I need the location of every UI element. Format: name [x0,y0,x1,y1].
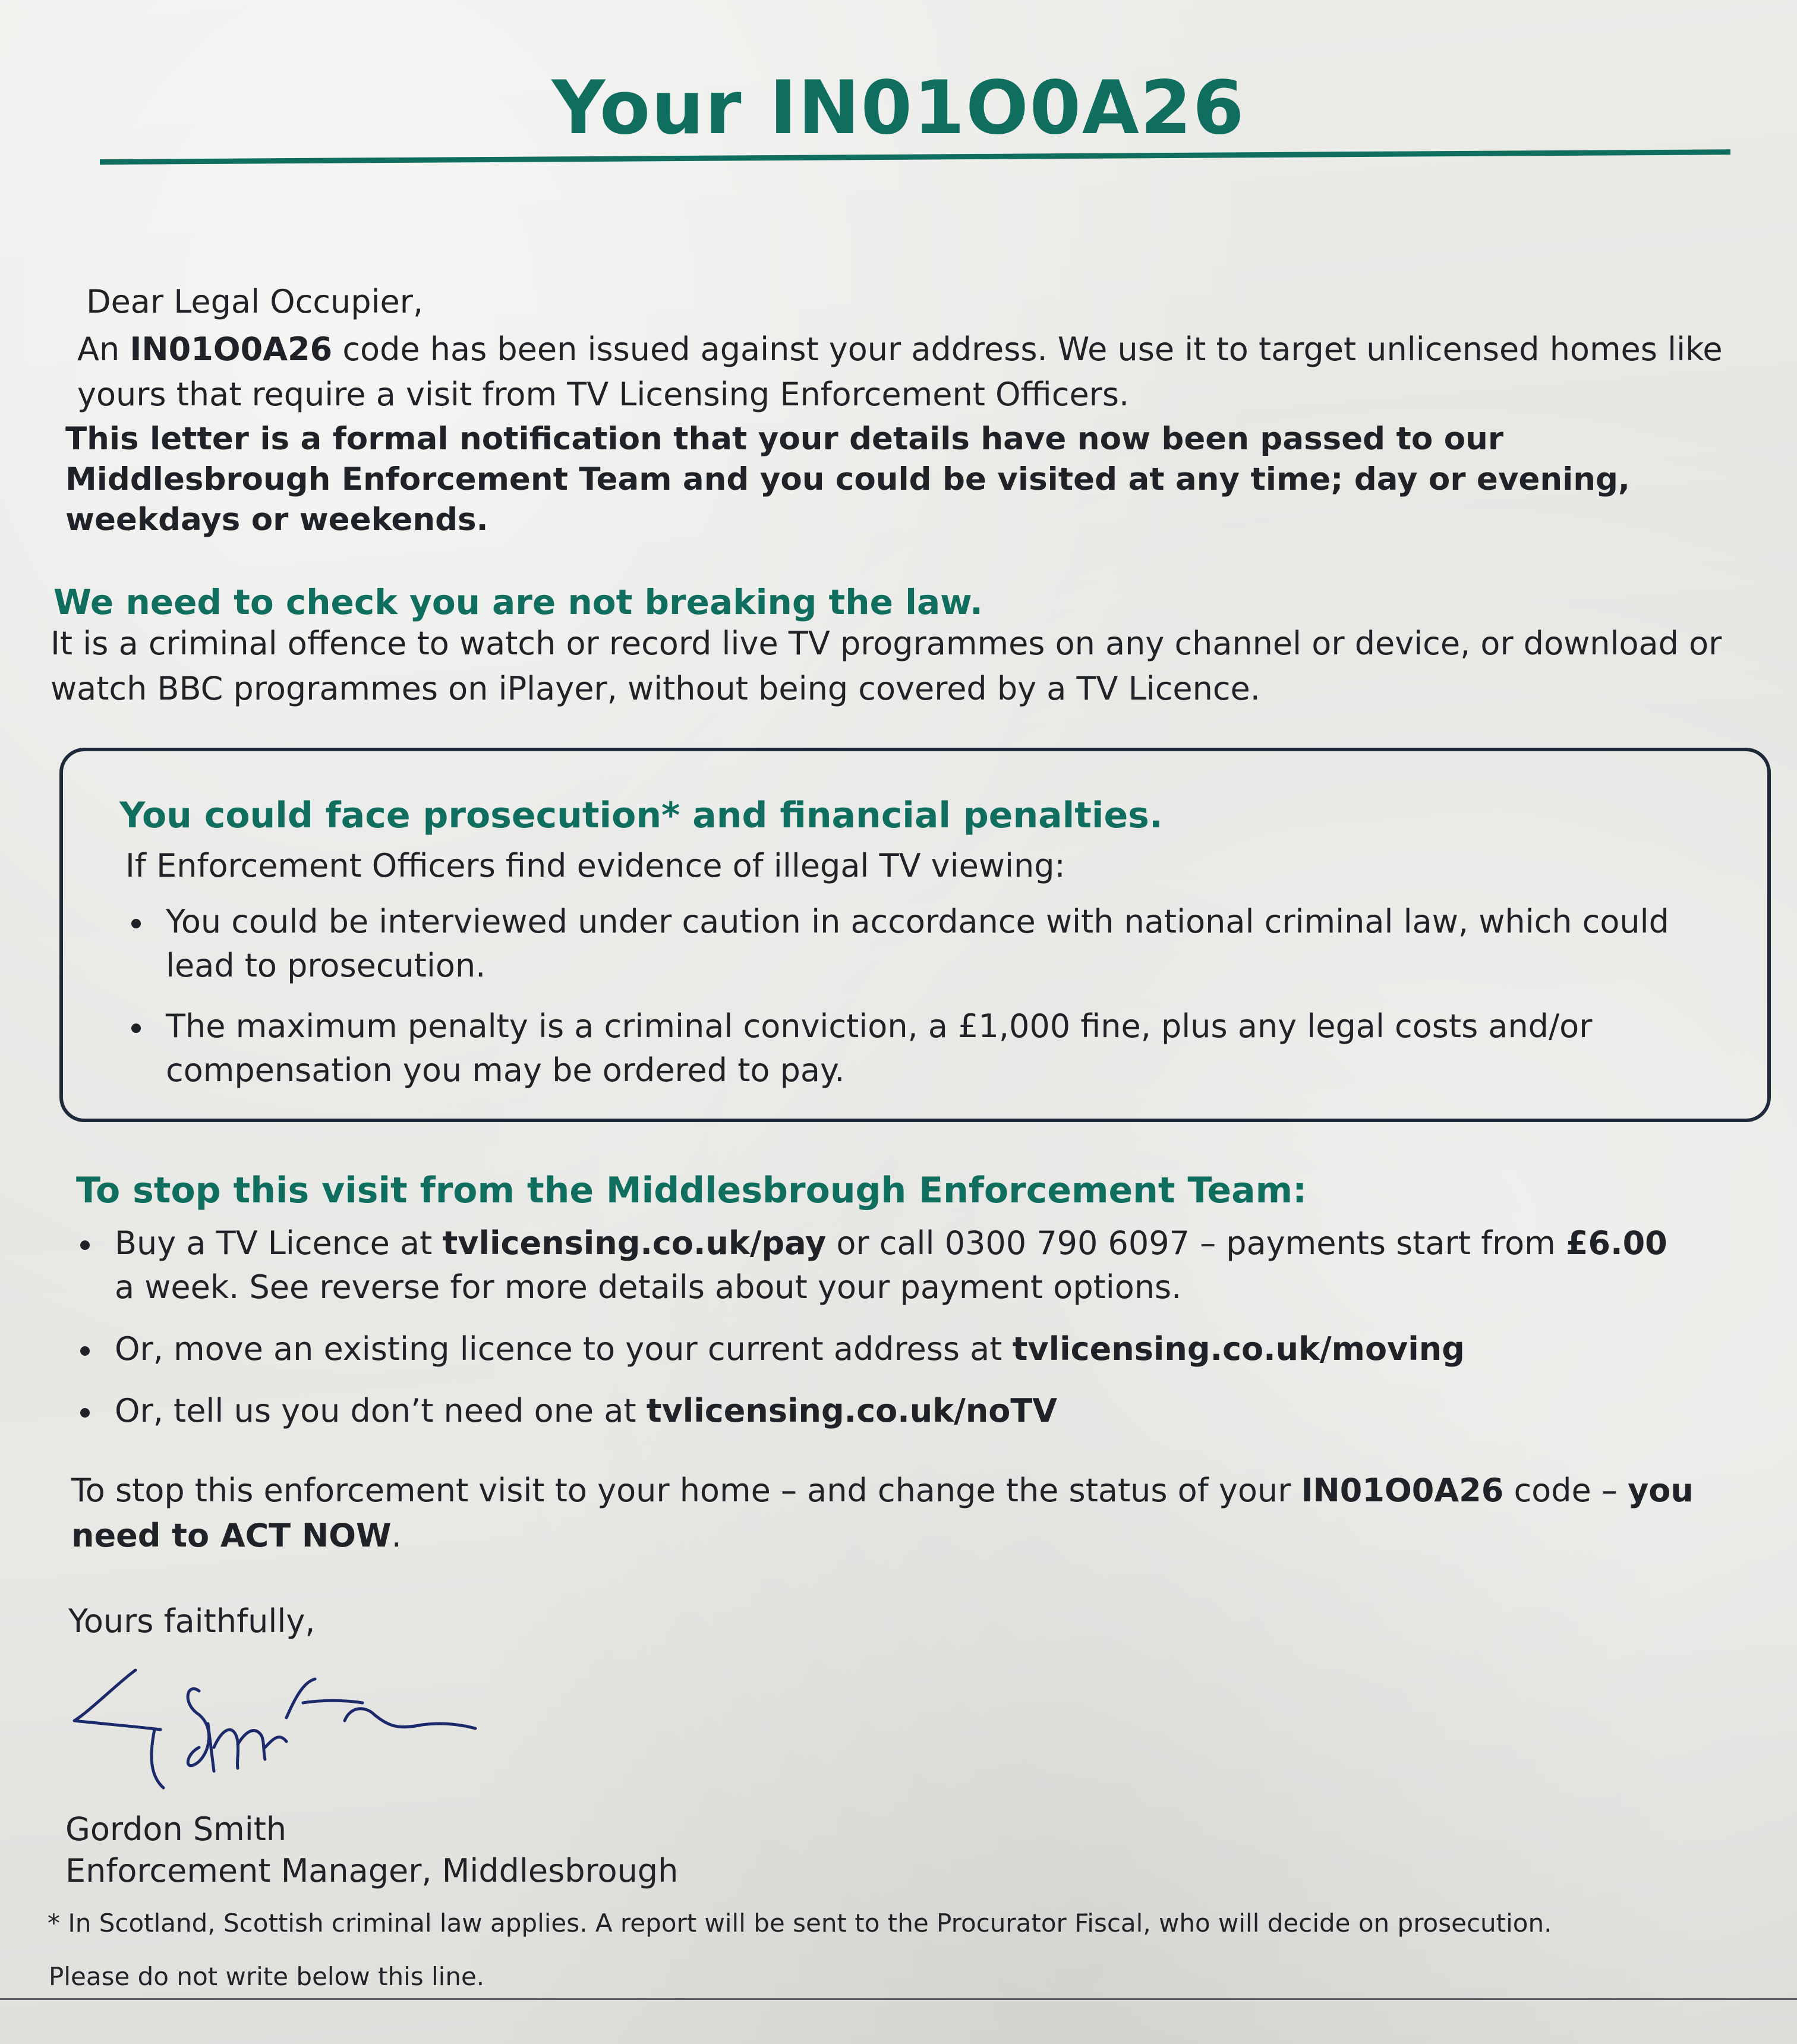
notv-link[interactable]: tvlicensing.co.uk/noTV [646,1392,1057,1429]
footer-note: Please do not write below this line. [49,1962,485,1991]
stop-item-text: Buy a TV Licence at [115,1224,443,1262]
signer-role: Enforcement Manager, Middlesbrough [65,1852,679,1889]
law-text: It is a criminal offence to watch or record live TV programmes on any channel or device, or download or watch BBC programmes on iPlayer, without being covered by a TV Licence. [51,625,1722,707]
act-text: code – [1503,1472,1628,1509]
salutation: Dear Legal Occupier, [86,283,424,320]
signer-name: Gordon Smith [65,1810,287,1848]
penalty-item: You could be interviewed under caution in accordance with national criminal law, which could lead to prosecution. [125,900,1670,988]
intro-code: IN01O0A26 [130,330,333,368]
act-code: IN01O0A26 [1301,1472,1504,1509]
stop-item-buy-licence [74,1221,1679,1309]
bottom-rule [0,1998,1797,2000]
stop-item-text: Or, move an existing licence to your current address at [115,1330,1013,1368]
letter-title: Your IN01O0A26 [551,65,1246,151]
intro-paragraph [77,327,1753,417]
stop-item-no-tv [74,1389,1679,1433]
penalty-intro: If Enforcement Officers find evidence of illegal TV viewing: [125,847,1065,884]
moving-link[interactable]: tvlicensing.co.uk/moving [1012,1330,1465,1368]
stop-item-text: or call 0300 790 6097 – payments start from [826,1224,1566,1262]
penalty-list [125,900,1670,1109]
stop-item-text: Or, tell us you don’t need one at [115,1392,647,1429]
act-emphasis: you need to ACT NOW [71,1472,1694,1554]
intro-suffix: code has been issued against your address. We use it to target unlicensed homes like yours that require a visit from TV Licensing Enforcement Officers. [77,330,1723,413]
pay-link[interactable]: tvlicensing.co.uk/pay [442,1224,827,1262]
act-text: To stop this enforcement visit to your home – and change the status of your [71,1472,1301,1509]
act-text: . [391,1517,402,1554]
stop-item-text: a week. See reverse for more details about your payment options. [115,1268,1182,1306]
stop-visit-heading: To stop this visit from the Middlesbrough Enforcement Team: [76,1170,1307,1211]
weekly-price: £6.00 [1565,1224,1667,1262]
act-now-paragraph [71,1468,1711,1558]
closing: Yours faithfully, [68,1602,316,1640]
law-heading: We need to check you are not breaking the law. [53,582,983,622]
penalty-box [59,748,1771,1122]
footnote: * In Scotland, Scottish criminal law applies. A report will be sent to the Procurator Fiscal, who will decide on prosecution. [48,1908,1552,1938]
stop-item-move-licence [74,1327,1679,1371]
stop-visit-list [74,1221,1679,1451]
title-underline [100,149,1730,165]
penalty-heading: You could face prosecution* and financial penalties. [119,795,1163,836]
signature-icon [65,1658,493,1795]
formal-notice: This letter is a formal notification that your details have now been passed to our Middlesbrough Enforcement Team and you could be visited at any time; day or evening, weekdays or weekends. [65,421,1631,538]
penalty-item: The maximum penalty is a criminal conviction, a £1,000 fine, plus any legal costs and/or compensation you may be ordered to pay. [125,1004,1670,1092]
intro-prefix: An [77,330,130,368]
